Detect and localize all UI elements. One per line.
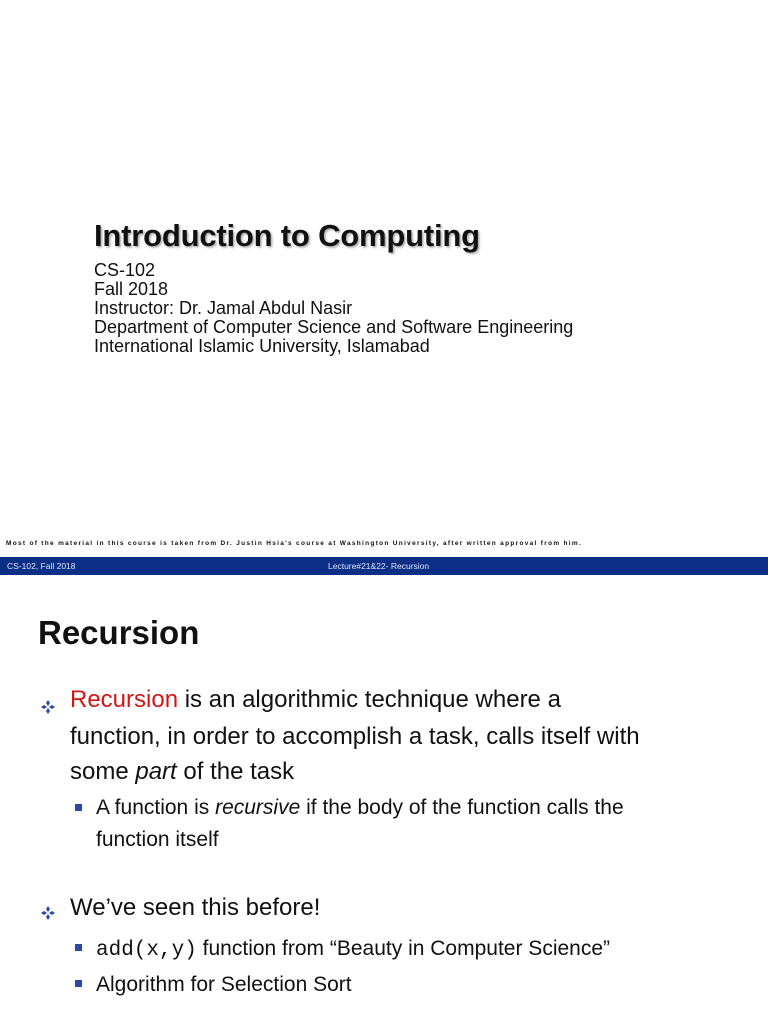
instructor: Instructor: Dr. Jamal Abdul Nasir (94, 298, 353, 318)
bullet-recursion-line3: some part of the task (70, 758, 295, 785)
bullet-recursion-line1: Recursion is an algorithmic technique where a (70, 686, 561, 713)
sub-bullet-recursive-line2: function itself (96, 828, 219, 851)
course-term: Fall 2018 (94, 279, 169, 299)
university: International Islamic University, Islamabad (94, 336, 430, 356)
recursion-keyword: Recursion (70, 686, 179, 713)
slide-footer-bar (0, 557, 768, 575)
slide-title: Introduction to Computing (94, 218, 480, 253)
department: Department of Computer Science and Software Engineering (94, 317, 574, 337)
sub-bullet-add-function: add(x,y) function from “Beauty in Computer Science” (96, 937, 611, 962)
footer-course: CS-102, Fall 2018 (7, 561, 76, 571)
sub-bullet-selection-sort: Algorithm for Selection Sort (96, 973, 352, 996)
slide-title: Recursion (38, 614, 200, 651)
diamond-bullet-icon (41, 906, 55, 920)
bullet-seen-before: We’ve seen this before! (70, 894, 321, 921)
course-code: CS-102 (94, 260, 156, 280)
sub-bullet-recursive-line1: A function is recursive if the body of the function calls the (96, 796, 624, 819)
square-bullet-icon (75, 944, 82, 951)
square-bullet-icon (75, 804, 82, 811)
recursion-slide (0, 575, 768, 1024)
footer-lecture: Lecture#21&22- Recursion (328, 561, 430, 571)
square-bullet-icon (75, 980, 82, 987)
diamond-bullet-icon (41, 700, 55, 714)
footnote: Most of the material in this course is taken from Dr. Justin Hsia's course at Washington University, after written approval from him. (6, 540, 583, 547)
course-info (94, 261, 573, 356)
code-add: add(x,y) (96, 939, 197, 962)
bullet-recursion-line2: function, in order to accomplish a task, calls itself with (70, 723, 640, 750)
